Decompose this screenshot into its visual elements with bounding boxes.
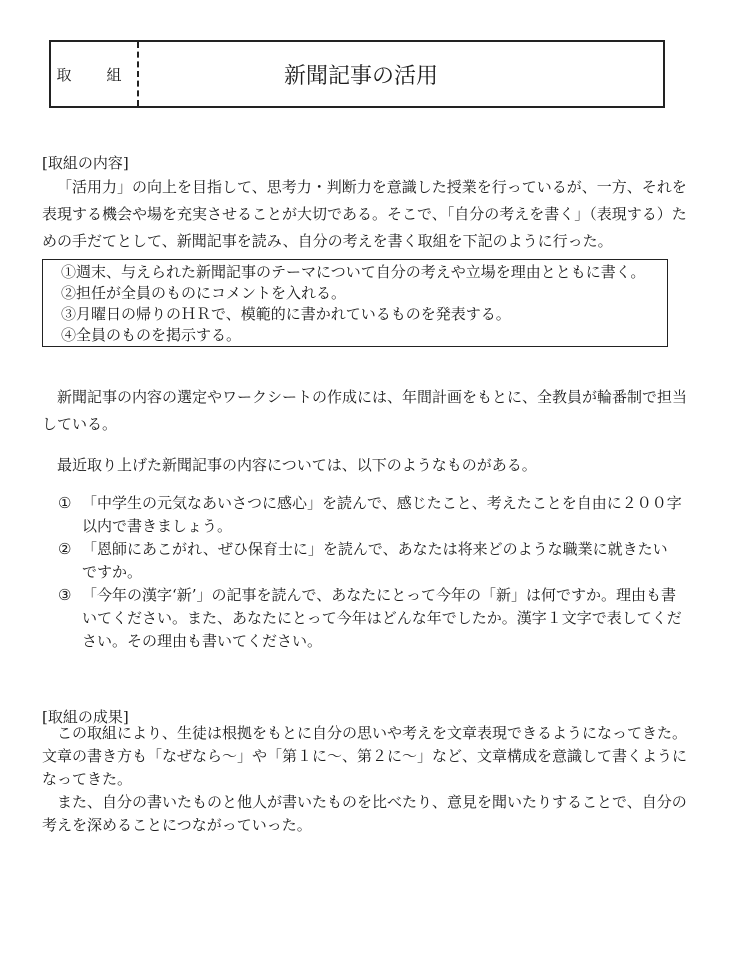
question-item (58, 492, 682, 538)
title-label: 取 組 (51, 42, 139, 106)
question-number: ② (58, 540, 72, 558)
steps-box (42, 259, 668, 347)
question-item (58, 584, 682, 653)
question-text: 「今年の漢字‘新’」の記事を読んで、あなたにとって今年の「新」は何ですか。理由も書いてください。また、あなたにとって今年はどんな年でしたか。漢字１文字で表してください。その理由も書いてください。 (82, 586, 682, 650)
results-heading: [取組の成果] (42, 708, 129, 726)
intro-paragraph: 「活用力」の向上を目指して、思考力・判断力を意識した授業を行っているが、一方、それを表現する機会や場を充実させることが大切である。そこで、「自分の考えを書く」（表現する）ための手だてとして、新聞記事を読み、自分の考えを書く取組を下記のように行った。 (42, 178, 687, 250)
assignment-paragraph: 新聞記事の内容の選定やワークシートの作成には、年間計画をもとに、全教員が輪番制で担当している。 (42, 388, 688, 433)
question-number: ① (58, 494, 72, 512)
question-text: 「恩師にあこがれ、ぜひ保育士に」を読んで、あなたは将来どのような職業に就きたいですか。 (82, 540, 668, 581)
title-box (49, 40, 665, 108)
results-paragraph: また、自分の書いたものと他人が書いたものを比べたり、意見を聞いたりすることで、自分の考えを深めることにつながっていった。 (42, 793, 687, 834)
step-item: ③月曜日の帰りのＨＲで、模範的に書かれているものを発表する。 (61, 305, 511, 323)
question-text: 「中学生の元気なあいさつに感心」を読んで、感じたこと、考えたことを自由に２００字以内で書きましょう。 (82, 494, 682, 535)
page-title: 新聞記事の活用 (283, 63, 438, 89)
results-paragraph: この取組により、生徒は根拠をもとに自分の思いや考えを文章表現できるようになってきた。文章の書き方も「なぜなら～」や「第１に～、第２に～」など、文章構成を意識して書くようになってきた。 (42, 724, 688, 788)
question-number: ③ (58, 586, 72, 604)
question-item (58, 538, 682, 584)
recent-paragraph: 最近取り上げた新聞記事の内容については、以下のようなものがある。 (57, 456, 537, 474)
step-item: ②担任が全員のものにコメントを入れる。 (61, 284, 347, 302)
step-item: ①週末、与えられた新聞記事のテーマについて自分の考えや立場を理由とともに書く。 (61, 263, 646, 281)
step-item: ④全員のものを掲示する。 (61, 326, 242, 344)
content-heading: [取組の内容] (42, 154, 129, 172)
